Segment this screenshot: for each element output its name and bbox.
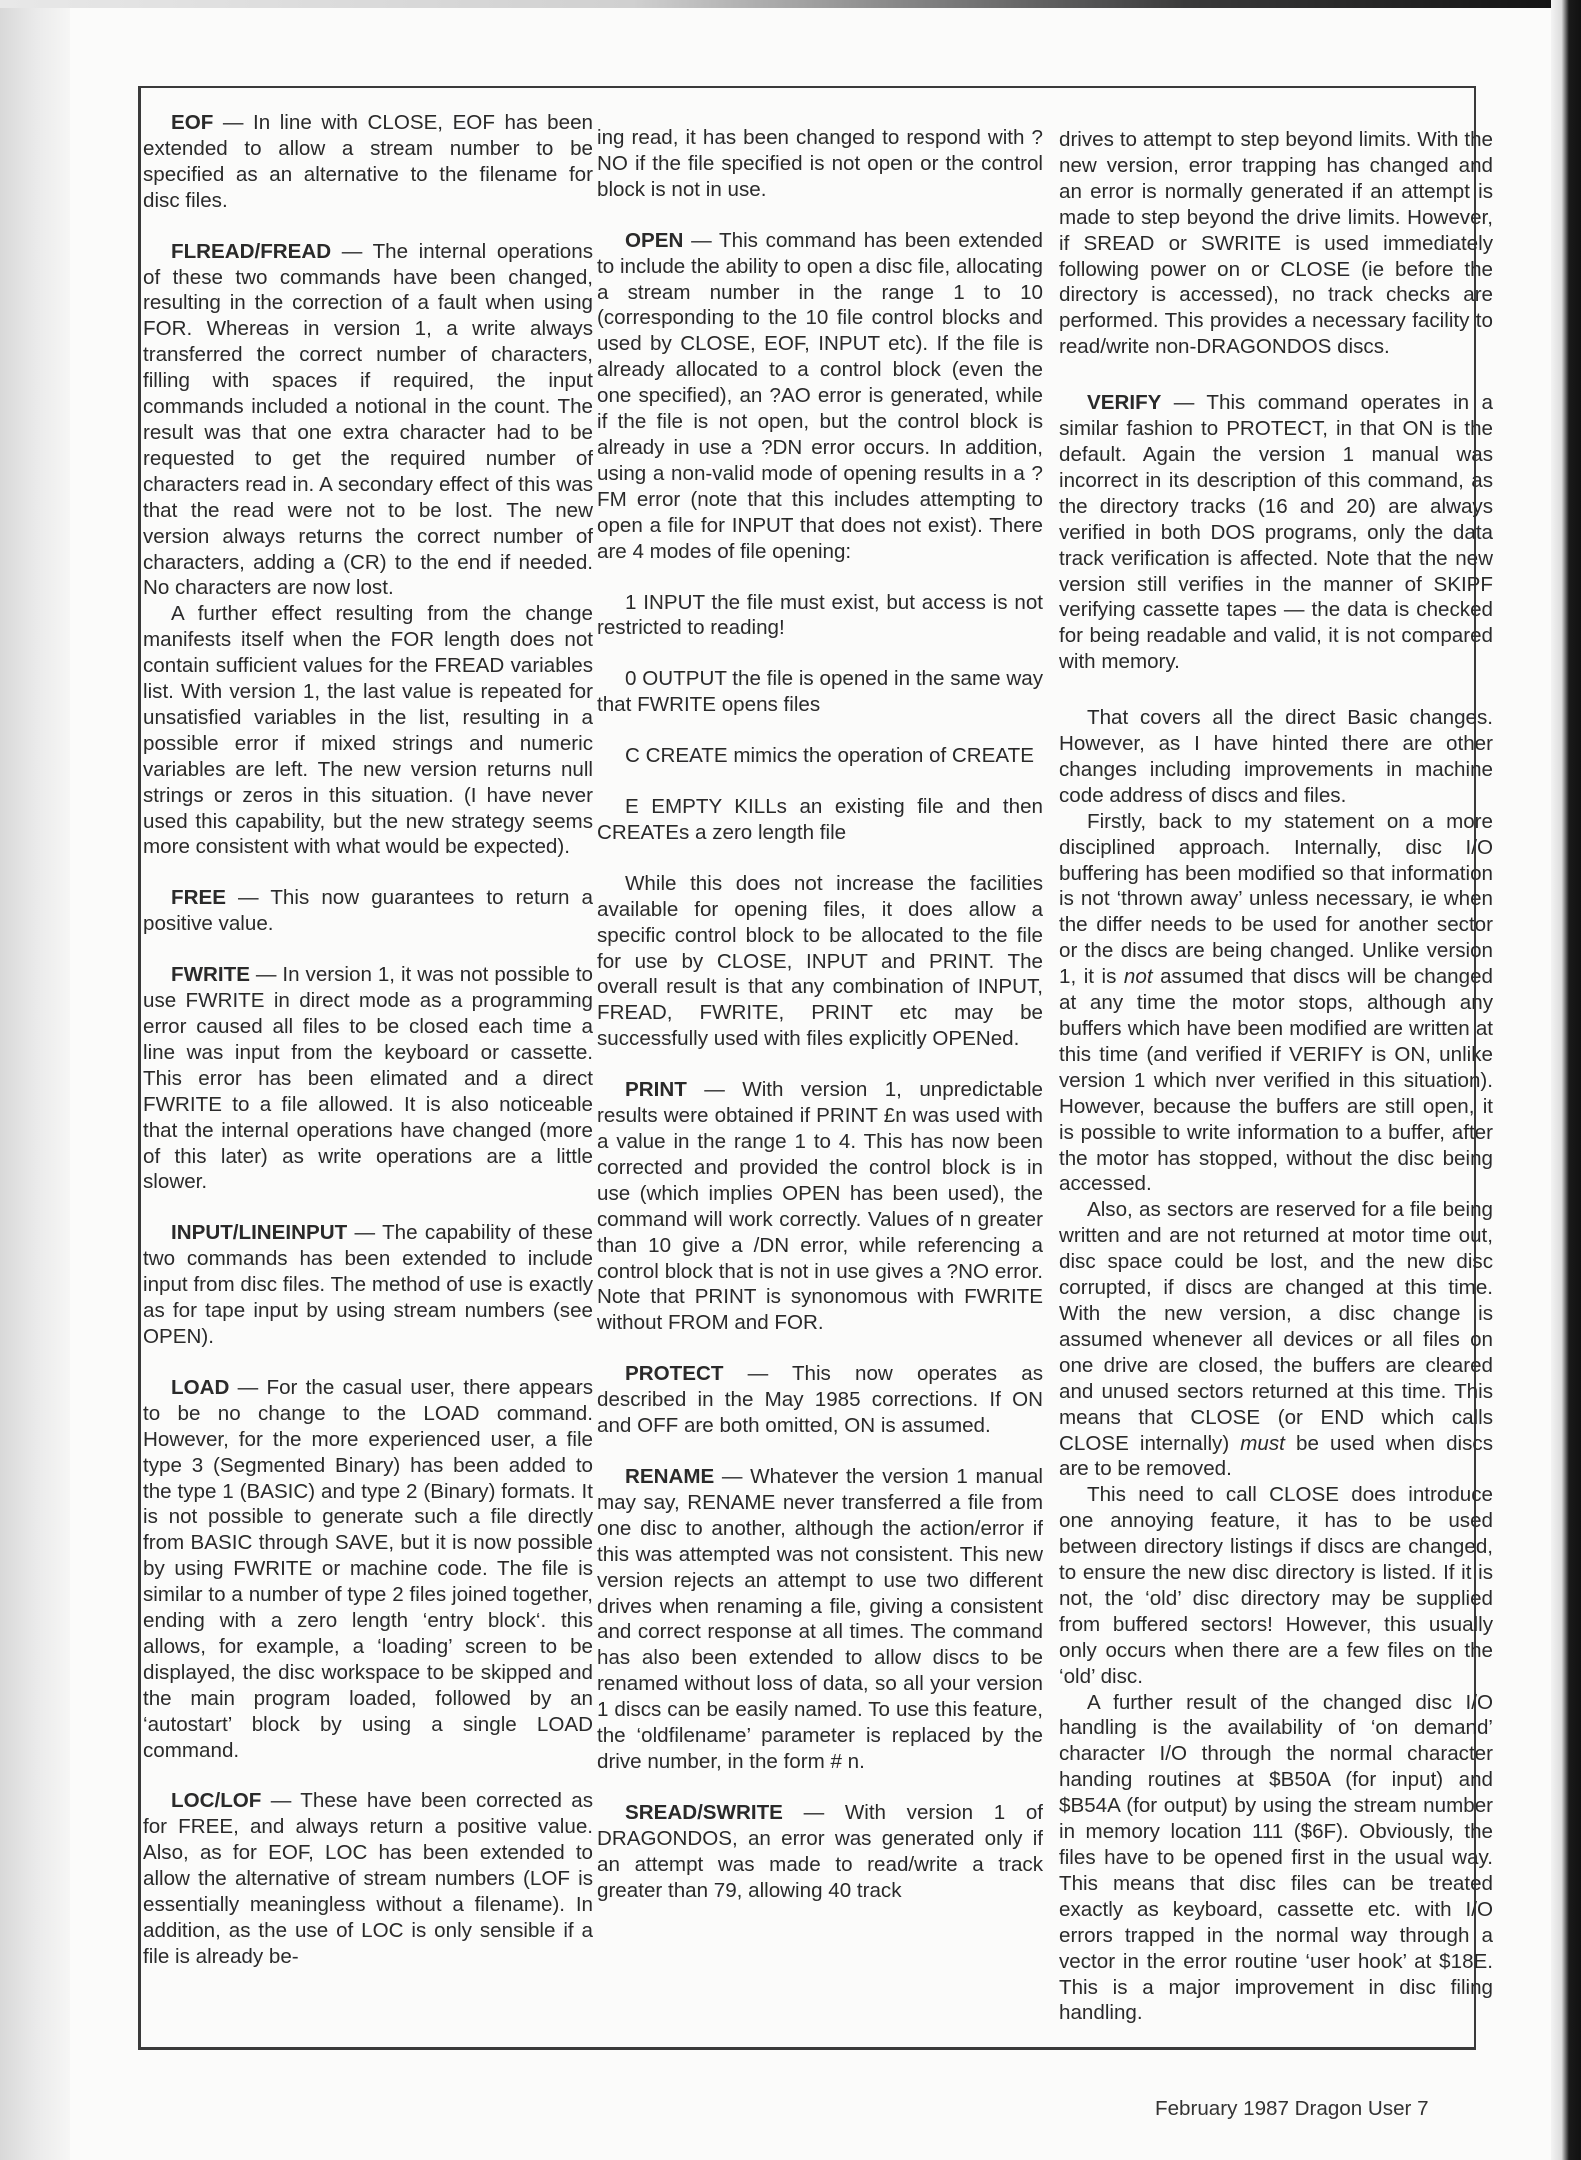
entry-term: SREAD/SWRITE xyxy=(625,1800,783,1824)
entry-term: PRINT xyxy=(625,1078,687,1102)
entry-sread-swrite: SREAD/SWRITE — With version 1 of DRAGONDOS, an error was generated only if an attempt was made to read/write a track greater than 79, allowing 40 track xyxy=(597,1800,1043,1902)
scan-top-shadow xyxy=(0,0,1581,8)
paragraph: While this does not increase the facilities available for opening files, it does allow a specific control block to be allocated to the file for use by CLOSE, INPUT and PRINT. The overall result is that any combination of INPUT, FREAD, FWRITE, PRINT etc may be successfully used with files explicitly OPENed. xyxy=(597,871,1043,1051)
paragraph: A further effect resulting from the change manifests itself when the FOR length does not contain sufficient values for the FREAD variables list. With version 1, the last value is repeated for unsatisfied variables in the list, resulting in a possible error if mixed strings and numeric variables are left. The new version returns null strings or zeros in this situation. (I have never used this capability, but the new strategy seems more consistent with what would be expected). xyxy=(143,602,593,859)
entry-open: OPEN — This command has been extended to include the ability to open a disc file, allocating a stream number in the range 1 to 10 (corresponding to the 10 file control blocks and used by CLOSE, EOF, INPUT etc). If the file is already allocated to a control block (even the one specified), an ?AO error is generated, while if the file is not open, but the control block is already in use a ?DN error occurs. In addition, using a non-valid mode of opening results in a ?FM error (note that this includes attempting to open a file for INPUT that does not exist). There are 4 modes of file opening: xyxy=(597,228,1043,563)
entry-term: FWRITE xyxy=(171,963,250,987)
open-mode-item: 1 INPUT the file must exist, but access is not restricted to reading! xyxy=(597,590,1043,640)
entry-load: LOAD — For the casual user, there appears to be no change to the LOAD command. However, for the more experienced user, a file type 3 (Segmented Binary) has been added to the type 1 (BASIC) and type 2 (Binary) formats. It is not possible to generate such a file directly from BASIC through SAVE, but it is now possible by using FWRITE or machine code. The file is similar to a number of type 2 files joined together, ending with a zero length ‘entry block‘. this allows, for example, a ‘loading’ screen to be displayed, the disc workspace to be skipped and the main program loaded, followed by an ‘autostart’ block by using a single LOAD command. xyxy=(143,1375,593,1762)
entry-print: PRINT — With version 1, unpredictable results were obtained if PRINT £n was used with a value in the range 1 to 4. This has now been corrected and provided the control block is in use (which implies OPEN has been used), the command will work correctly. Values of n greater than 10 give a /DN error, while referencing a control block that is not in use gives a ?NO error. Note that PRINT is synonomous with FWRITE without FROM and FOR. xyxy=(597,1078,1043,1335)
article-column-3 xyxy=(1059,127,1493,2026)
entry-input: INPUT/LINEINPUT — The capability of these two commands has been extended to include input from disc files. The method of use is exactly as for tape input by using stream numbers (see OPEN). xyxy=(143,1221,593,1348)
open-mode-item: E EMPTY KILLs an existing file and then CREATEs a zero length file xyxy=(597,795,1043,844)
scan-left-edge xyxy=(0,0,70,2160)
entry-fread: FLREAD/FREAD — The internal operations of these two commands have been changed, resulting in the correction of a fault when using FOR. Whereas in version 1, a write always transferred the correct number of characters, filling with spaces if required, the input commands included a notional in the count. The result was that one extra character had to be requested to get the required number of characters read in. A secondary effect of this was that the read were not to be lost. The new version always returns the correct number of characters, adding a (CR) to the end if needed. No characters are now lost. xyxy=(143,239,593,600)
page-footer: February 1987 Dragon User 7 xyxy=(1155,2097,1429,2120)
open-mode-item: C CREATE mimics the operation of CREATE xyxy=(625,744,1034,768)
article-column-2 xyxy=(597,125,1043,1903)
entry-rename: RENAME — Whatever the version 1 manual may say, RENAME never transferred a file from one disc to another, although the action/error if this was attempted was not consistent. This new version rejects an attempt to use two different drives when renaming a file, giving a consistent and correct response at all times. The command has also been extended to allow discs to be renamed without loss of data, so all your version 1 discs can be easily named. To use this feature, the ‘oldfilename’ parameter is replaced by the drive number, in the form # n. xyxy=(597,1464,1043,1773)
paragraph: A further result of the changed disc I/O handling is the availability of ‘on demand’ character I/O through the normal character handing routines at $B50A (for input) and $B54A (for output) by using the stream number in memory location 111 ($6F). Obviously, the files have to be opened first in the usual way. This means that disc files can be treated exactly as keyboard, cassette etc. with I/O errors trapped in the normal way through a vector in the error routine ‘user hook’ at $18E. This is a major improvement in disc filing handling. xyxy=(1059,1690,1493,2025)
entry-term: VERIFY xyxy=(1087,391,1162,415)
entry-fwrite: FWRITE — In version 1, it was not possible to use FWRITE in direct mode as a programming error caused all files to be closed each time a line was input from the keyboard or cassette. This error has been elimated and a direct FWRITE to a file allowed. It is also noticeable that the internal operations have changed (more of this later) as write operations are a little slower. xyxy=(143,963,593,1194)
entry-term: PROTECT xyxy=(625,1362,724,1386)
entry-term: EOF xyxy=(171,111,214,134)
paragraph: Firstly, back to my statement on a more disciplined approach. Internally, disc I/O buffering has been modified so that information is not ‘thrown away’ unless necessary, ie when the differ needs to be used for another sector or the discs are being changed. Unlike version 1, it is not assumed that discs will be changed at any time the motor stops, although any buffers which have been modified are written at this time (and verified if VERIFY is ON, unlike version 1 which nver verified in this situation). However, because the buffers are still open, it is possible to write information to a buffer, after the motor has stopped, without the disc being accessed. xyxy=(1059,809,1493,1196)
entry-free: FREE — This now guarantees to return a positive value. xyxy=(143,886,593,936)
paragraph: That covers all the direct Basic changes. However, as I have hinted there are other changes including improvements in machine code address of discs and files. xyxy=(1059,706,1493,807)
paragraph: Also, as sectors are reserved for a file being written and are not returned at motor time out, disc space could be lost, and the new disc corrupted, if discs are changed at this time. With the new version, a disc change is assumed whenever all devices or all files on one drive are closed, the buffers are cleared and unused sectors returned at this time. This means that CLOSE (or END which calls CLOSE internally) must be used when discs are to be removed. xyxy=(1059,1198,1493,1481)
entry-protect: PROTECT — This now operates as described in the May 1985 corrections. If ON and OFF are both omitted, ON is assumed. xyxy=(597,1362,1043,1438)
entry-term: FLREAD/FREAD xyxy=(171,239,332,263)
paragraph: drives to attempt to step beyond limits. With the new version, error trapping has changed and an error is normally generated if an attempt is made to step beyond the drive limits. However, if SREAD or SWRITE is used immediately following power on or CLOSE (ie before the directory is accessed), no track checks are performed. This provides a necessary facility to read/write non-DRAGONDOS discs. xyxy=(1059,128,1493,359)
entry-term: INPUT/LINEINPUT xyxy=(171,1221,348,1245)
paragraph: This need to call CLOSE does introduce one annoying feature, it has to be used between directory listings if discs are changed, to ensure the new disc directory is listed. If it is not, the ‘old’ disc directory may be supplied from buffered sectors! However, this usually only occurs when there are a few files on the ‘old’ disc. xyxy=(1059,1483,1493,1688)
entry-term: OPEN xyxy=(625,228,684,252)
entry-term: LOAD xyxy=(171,1375,230,1399)
entry-verify: VERIFY — This command operates in a similar fashion to PROTECT, in that ON is the default. Again the version 1 manual was incorrect in its description of this command, as the directory tracks (16 and 20) are always verified in both DOS programs, only the data track verification is affected. Note that the new version still verifies in the manner of SKIPF verifying cassette tapes — the data is checked for being readable and valid, it is not compared with memory. xyxy=(1059,391,1493,674)
article-column-1 xyxy=(143,110,593,1970)
scan-right-edge xyxy=(1551,0,1581,2160)
entry-term: FREE xyxy=(171,886,226,910)
open-mode-item: 0 OUTPUT the file is opened in the same way that FWRITE opens files xyxy=(597,667,1043,717)
entry-term: LOC/LOF xyxy=(171,1789,262,1813)
paragraph: ing read, it has been changed to respond with ?NO if the file specified is not open or the control block is not in use. xyxy=(597,126,1043,201)
entry-term: RENAME xyxy=(625,1464,715,1488)
entry-eof: EOF — In line with CLOSE, EOF has been extended to allow a stream number to be specified as an alternative to the filename for disc files. xyxy=(143,111,593,212)
entry-loc-lof: LOC/LOF — These have been corrected as for FREE, and always return a positive value. Also, as for EOF, LOC has been extended to allow the alternative of stream numbers (LOF is essentially meaningless without a filename). In addition, as the use of LOC is only sensible if a file is already be- xyxy=(143,1789,593,1968)
